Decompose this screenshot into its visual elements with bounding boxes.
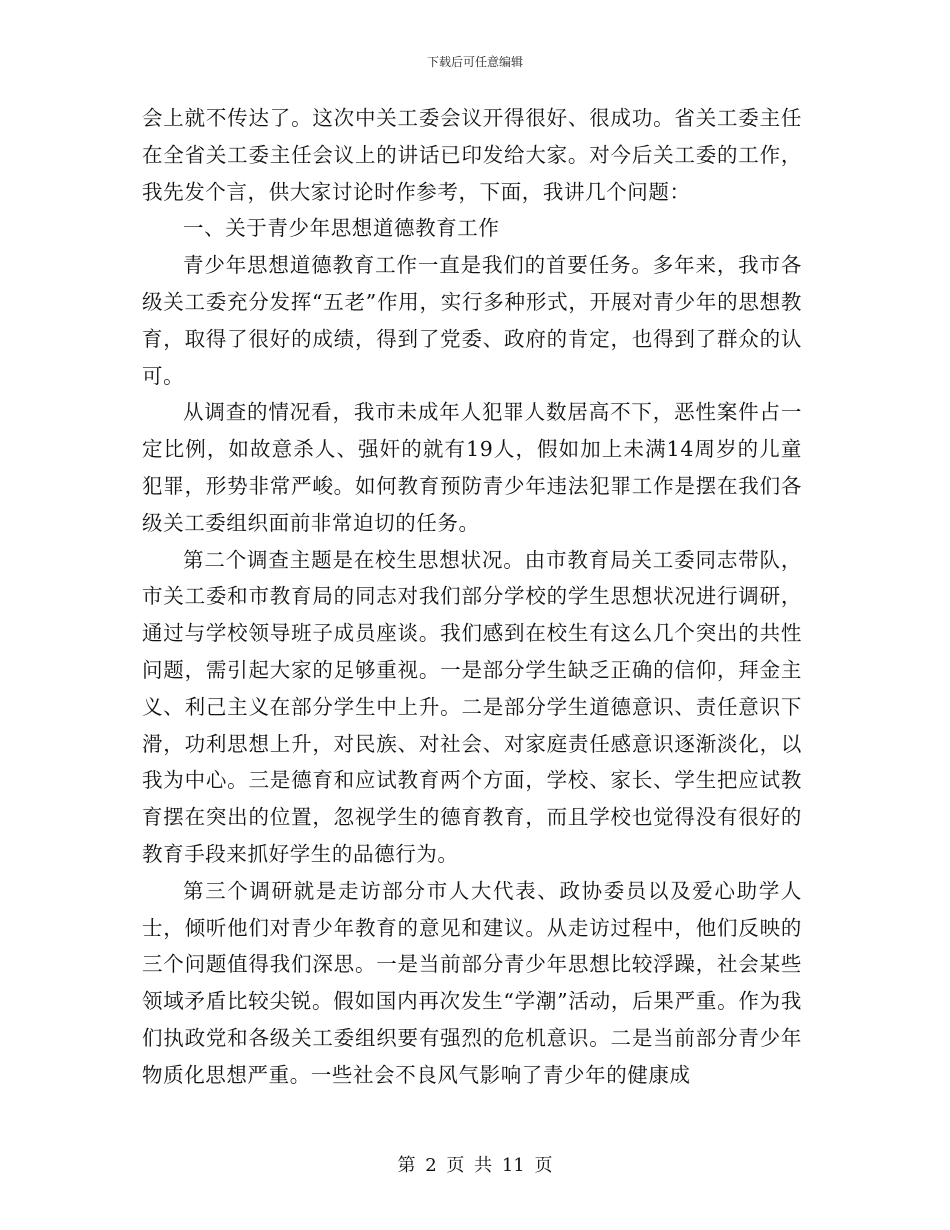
paragraph-1: 会上就不传达了。这次中关工委会议开得很好、很成功。省关工委主任在全省关工委主任会议上的讲话已印发给大家。对今后关工委的工作，我先发个言，供大家讨论时作参考，下面，我讲几个问题： bbox=[142, 106, 802, 204]
paragraph-3: 从调查的情况看，我市未成年人犯罪人数居高不下，恶性案件占一定比例，如故意杀人、强奸的就有19人，假如加上未满14周岁的儿童犯罪，形势非常严峻。如何教育预防青少年违法犯罪工作是摆在我们各级关工委组织面前非常迫切的任务。 bbox=[142, 400, 802, 535]
document-body bbox=[142, 100, 802, 1094]
paragraph-2: 青少年思想道德教育工作一直是我们的首要任务。多年来，我市各级关工委充分发挥“五老”作用，实行多种形式，开展对青少年的思想教育，取得了很好的成绩，得到了党委、政府的肯定，也得到了群众的认可。 bbox=[142, 253, 802, 388]
page-header-note: 下载后可任意编辑 bbox=[426, 55, 523, 69]
page-number-footer: 第 2 页 共 11 页 bbox=[397, 1155, 553, 1176]
paragraph-5: 第三个调研就是走访部分市人大代表、政协委员以及爱心助学人士，倾听他们对青少年教育的意见和建议。从走访过程中，他们反映的三个问题值得我们深思。一是当前部分青少年思想比较浮躁，社会某些领域矛盾比较尖锐。假如国内再次发生“学潮”活动，后果严重。作为我们执政党和各级关工委组织要有强烈的危机意识。二是当前部分青少年物质化思想严重。一些社会不良风气影响了青少年的健康成 bbox=[142, 878, 802, 1087]
section-heading: 一、关于青少年思想道德教育工作 bbox=[183, 216, 500, 241]
paragraph-4: 第二个调查主题是在校生思想状况。由市教育局关工委同志带队，市关工委和市教育局的同志对我们部分学校的学生思想状况进行调研，通过与学校领导班子成员座谈。我们感到在校生有这么几个突出的共性问题，需引起大家的足够重视。一是部分学生缺乏正确的信仰，拜金主义、利己主义在部分学生中上升。二是部分学生道德意识、责任意识下滑，功利思想上升，对民族、对社会、对家庭责任感意识逐渐淡化，以我为中心。三是德育和应试教育两个方面，学校、家长、学生把应试教育摆在突出的位置，忽视学生的德育教育，而且学校也觉得没有很好的教育手段来抓好学生的品德行为。 bbox=[142, 547, 802, 866]
